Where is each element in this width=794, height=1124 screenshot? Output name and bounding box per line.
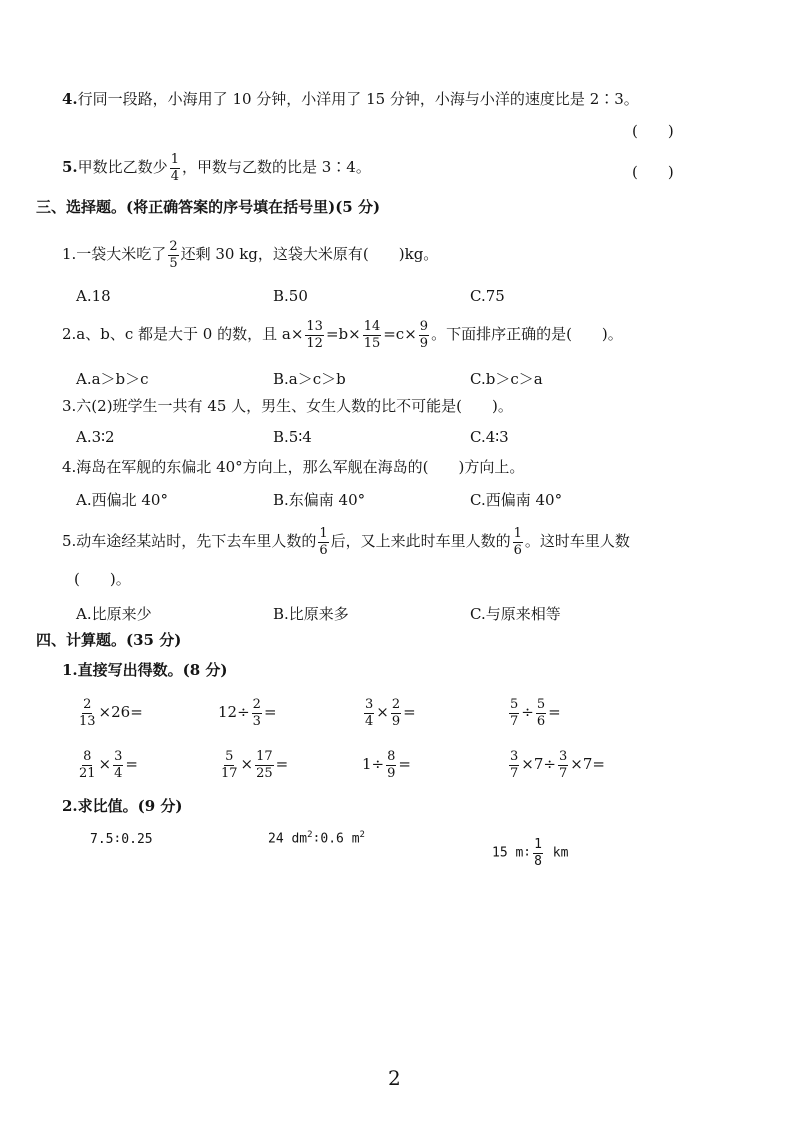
fraction: $\frac{1}{6}$ — [513, 526, 522, 558]
choice-5-option-b[interactable]: B.比原来多 — [273, 605, 349, 623]
fraction: $\frac{2}{9}$ — [391, 697, 401, 729]
choice-1-option-b[interactable]: B.50 — [273, 287, 308, 305]
calc-1-d: $\frac{5}{7}$ ÷ $\frac{5}{6}$ = — [510, 697, 561, 729]
fraction: $\frac{13}{12}$ — [306, 319, 323, 351]
choice-4-option-a[interactable]: A.西偏北 40° — [76, 491, 168, 509]
fraction: $\frac{8}{9}$ — [387, 749, 396, 781]
choice-5-option-c[interactable]: C.与原来相等 — [470, 605, 561, 623]
calc-2-c: 1÷ $\frac{8}{9}$ = — [362, 749, 411, 781]
choice-2-option-c[interactable]: C.b＞c＞a — [470, 370, 543, 388]
page-number: 2 — [388, 1066, 401, 1090]
judge-question-4: 4.行同一段路，小海用了 10 分钟，小洋用了 15 分钟，小海与小洋的速度比是 2∶3。 — [62, 90, 639, 108]
calc-sub-2: 2.求比值。(9 分) — [62, 797, 183, 815]
judge-question-5: 5.甲数比乙数少 $\frac{1}{4}$ ，甲数与乙数的比是 3∶4。 — [62, 152, 371, 184]
choice-2-option-a[interactable]: A.a＞b＞c — [76, 370, 149, 388]
choice-4-option-b[interactable]: B.东偏南 40° — [273, 491, 366, 509]
fraction: $\frac{5}{6}$ — [536, 697, 546, 729]
fraction: $\frac{1}{4}$ — [170, 152, 179, 184]
judge-answer-paren-5[interactable]: ( ) — [632, 163, 674, 181]
fraction: $\frac{1}{6}$ — [319, 526, 328, 558]
calc-2-b: $\frac{5}{17}$ × $\frac{17}{25}$ = — [221, 749, 289, 781]
calc-1-a: $\frac{2}{13}$ ×26= — [79, 697, 143, 729]
fraction: $\frac{2}{13}$ — [79, 697, 96, 729]
choice-5-paren[interactable]: ( )。 — [74, 570, 131, 588]
choice-question-5: 5.动车途经某站时，先下去车里人数的 $\frac{1}{6}$ 后，又上来此时车里人数的 $\frac{1}{6}$ 。这时车里人数 — [62, 526, 630, 558]
choice-question-1: 1.一袋大米吃了 $\frac{2}{5}$ 还剩 30 kg，这袋大米原有( )kg。 — [62, 239, 439, 271]
fraction: $\frac{3}{4}$ — [365, 697, 374, 729]
choice-3-option-c[interactable]: C.4∶3 — [470, 428, 509, 446]
fraction: $\frac{1}{8}$ — [534, 837, 542, 869]
choice-4-option-c[interactable]: C.西偏南 40° — [470, 491, 563, 509]
choice-5-option-a[interactable]: A.比原来少 — [76, 605, 152, 623]
calc-2-a: $\frac{8}{21}$ × $\frac{3}{4}$ = — [79, 749, 138, 781]
calc-sub-1: 1.直接写出得数。(8 分) — [62, 661, 228, 679]
ratio-2: 24 $dm^2∶0.6$ $m^2$ — [268, 830, 365, 847]
judge-answer-paren-4[interactable]: ( ) — [632, 122, 674, 140]
fraction: $\frac{3}{4}$ — [114, 749, 123, 781]
choice-1-option-a[interactable]: A.18 — [76, 287, 111, 305]
choice-1-option-c[interactable]: C.75 — [470, 287, 505, 305]
fraction: $\frac{8}{21}$ — [79, 749, 96, 781]
fraction: $\frac{3}{7}$ — [510, 749, 519, 781]
fraction: $\frac{5}{17}$ — [221, 749, 238, 781]
calc-2-d: $\frac{3}{7}$ ×7÷ $\frac{3}{7}$ ×7= — [510, 749, 605, 781]
fraction: $\frac{2}{5}$ — [169, 239, 178, 271]
choice-3-option-b[interactable]: B.5∶4 — [273, 428, 312, 446]
fraction: $\frac{17}{25}$ — [256, 749, 273, 781]
choice-question-4: 4.海岛在军舰的东偏北 40°方向上，那么军舰在海岛的( )方向上。 — [62, 458, 525, 476]
fraction: $\frac{2}{3}$ — [252, 697, 261, 729]
fraction: $\frac{3}{7}$ — [558, 749, 568, 781]
ratio-3: 15 m∶ $\frac{1}{8}$ km — [492, 837, 569, 869]
fraction: $\frac{14}{15}$ — [363, 319, 381, 351]
choice-question-3: 3.六(2)班学生一共有 45 人，男生、女生人数的比不可能是( )。 — [62, 397, 513, 415]
calc-1-c: $\frac{3}{4}$ × $\frac{2}{9}$ = — [365, 697, 416, 729]
fraction: $\frac{5}{7}$ — [510, 697, 519, 729]
section-choice-title: 三、选择题。(将正确答案的序号填在括号里)(5 分) — [36, 198, 381, 216]
fraction: $\frac{9}{9}$ — [419, 319, 429, 351]
calc-1-b: 12÷ $\frac{2}{3}$ = — [218, 697, 277, 729]
choice-3-option-a[interactable]: A.3∶2 — [76, 428, 115, 446]
choice-question-2: 2.a、b、c 都是大于 0 的数，且 a× $\frac{13}{12}$ =b× $\frac{14}{15}$ =c× $\frac{9}{9}$ 。下面排序正确的是( )。 — [62, 319, 623, 351]
section-calc-title: 四、计算题。(35 分) — [36, 631, 182, 649]
ratio-1: 7.5∶0.25 — [90, 832, 153, 847]
choice-2-option-b[interactable]: B.a＞c＞b — [273, 370, 346, 388]
